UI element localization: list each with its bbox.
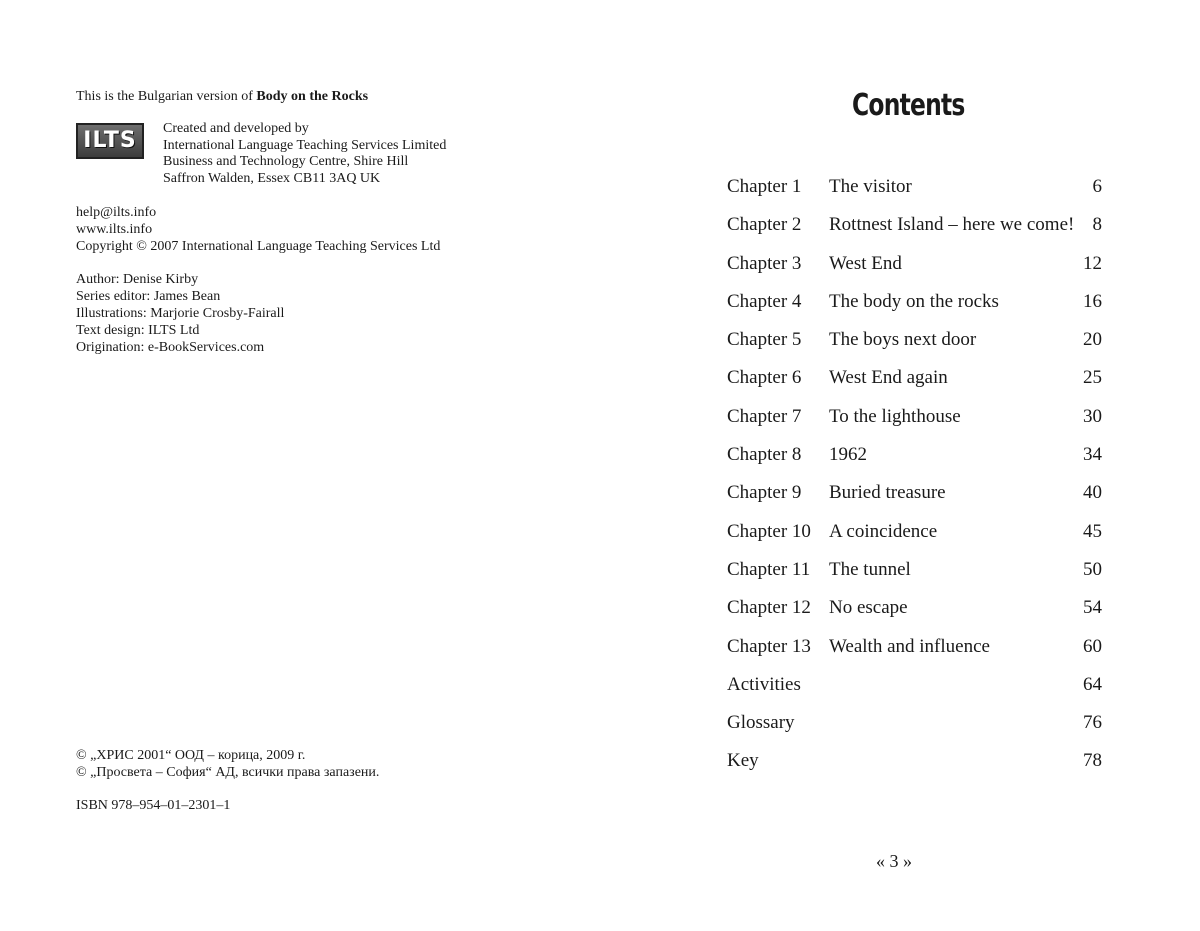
toc-row xyxy=(727,591,1102,629)
rights-line: © „Просвета – София“ АД, всички права запазени. xyxy=(76,765,380,780)
toc-title: The tunnel xyxy=(829,558,911,580)
credit-origination: Origination: e-BookServices.com xyxy=(76,340,265,355)
toc-chapter: Chapter 9 xyxy=(727,482,802,504)
imprint-page xyxy=(76,88,616,356)
toc-page: 16 xyxy=(1083,290,1102,312)
toc-row xyxy=(727,515,1102,553)
toc-title: 1962 xyxy=(829,444,867,466)
credit-series-editor: Series editor: James Bean xyxy=(76,289,221,304)
toc-row xyxy=(727,400,1102,438)
toc-title: No escape xyxy=(829,597,908,619)
book-title: Body on the Rocks xyxy=(256,89,369,104)
toc-title: Wealth and influence xyxy=(829,635,990,657)
toc-title: The body on the rocks xyxy=(829,290,999,312)
credit-text-design: Text design: ILTS Ltd xyxy=(76,323,200,338)
isbn: ISBN 978–954–01–2301–1 xyxy=(76,798,231,813)
publisher-line: International Language Teaching Services Limited xyxy=(163,137,447,153)
bulgarian-rights xyxy=(76,747,379,781)
version-prefix: This is the Bulgarian version of xyxy=(76,89,257,104)
toc-title: Rottnest Island – here we come! xyxy=(829,214,1075,236)
toc-title: A coincidence xyxy=(829,520,938,542)
toc-chapter: Chapter 10 xyxy=(727,520,811,542)
toc-page: 40 xyxy=(1083,482,1102,504)
toc-row xyxy=(727,323,1102,361)
toc-row xyxy=(727,247,1102,285)
version-line xyxy=(76,88,616,105)
toc-page: 12 xyxy=(1083,252,1102,274)
publisher-line: Business and Technology Centre, Shire Hill xyxy=(163,154,409,169)
toc-row xyxy=(727,170,1102,208)
contacts xyxy=(76,204,616,238)
toc-page: 60 xyxy=(1083,635,1102,657)
credit-author: Author: Denise Kirby xyxy=(76,272,199,287)
toc-row xyxy=(727,630,1102,668)
toc-row xyxy=(727,285,1102,323)
toc-row xyxy=(727,744,1102,782)
toc-title: West End xyxy=(829,252,902,274)
publisher-block xyxy=(76,121,616,187)
toc-chapter: Chapter 11 xyxy=(727,558,811,580)
toc-chapter: Chapter 6 xyxy=(727,367,802,389)
page-number: « 3 » xyxy=(876,851,912,871)
toc-chapter: Chapter 3 xyxy=(727,252,802,274)
publisher-address xyxy=(163,121,446,187)
toc-chapter: Key xyxy=(727,750,759,772)
toc-chapter: Chapter 7 xyxy=(727,405,802,427)
toc-row xyxy=(727,668,1102,706)
toc-row xyxy=(727,476,1102,514)
toc-page: 8 xyxy=(1092,214,1102,236)
toc-title: The boys next door xyxy=(829,329,977,351)
publisher-line: Created and developed by xyxy=(163,121,309,136)
toc-page: 6 xyxy=(1092,176,1102,197)
toc-page: 34 xyxy=(1083,444,1102,466)
toc-row xyxy=(727,553,1102,591)
toc-chapter: Chapter 5 xyxy=(727,329,802,351)
contact-email: help@ilts.info xyxy=(76,205,157,220)
toc-page: 54 xyxy=(1083,597,1102,619)
rights-line: © „ХРИС 2001“ ООД – корица, 2009 г. xyxy=(76,748,306,763)
toc-row xyxy=(727,438,1102,476)
toc-page: 76 xyxy=(1083,712,1102,734)
toc-page: 45 xyxy=(1083,520,1102,542)
toc-chapter: Glossary xyxy=(727,712,795,734)
toc-title: West End again xyxy=(829,367,948,389)
toc-page: 20 xyxy=(1083,329,1102,351)
toc-chapter: Chapter 2 xyxy=(727,214,802,236)
toc-chapter: Chapter 4 xyxy=(727,290,802,312)
copyright-line: Copyright © 2007 International Language Teaching Services Ltd xyxy=(76,239,441,254)
toc-row xyxy=(727,706,1102,744)
toc-page: 50 xyxy=(1083,558,1102,580)
toc-page: 64 xyxy=(1083,673,1102,695)
toc-chapter: Chapter 13 xyxy=(727,635,811,657)
credits xyxy=(76,271,616,356)
toc-page: 25 xyxy=(1083,367,1102,389)
toc-title: To the lighthouse xyxy=(829,405,961,427)
toc-row xyxy=(727,361,1102,399)
table-of-contents xyxy=(727,170,1102,783)
toc-chapter: Activities xyxy=(727,673,801,695)
contents-title: Contents xyxy=(852,88,965,123)
publisher-line: Saffron Walden, Essex CB11 3AQ UK xyxy=(163,170,381,186)
toc-chapter: Chapter 12 xyxy=(727,597,811,619)
toc-title: The visitor xyxy=(829,176,912,197)
toc-title: Buried treasure xyxy=(829,482,946,504)
toc-page: 78 xyxy=(1083,750,1102,772)
toc-page: 30 xyxy=(1083,405,1102,427)
ilts-logo: ILTS xyxy=(76,123,144,159)
toc-row xyxy=(727,208,1102,246)
credit-illustrations: Illustrations: Marjorie Crosby-Fairall xyxy=(76,306,285,321)
toc-chapter: Chapter 1 xyxy=(727,176,802,197)
toc-chapter: Chapter 8 xyxy=(727,444,802,466)
contact-website: www.ilts.info xyxy=(76,222,153,237)
